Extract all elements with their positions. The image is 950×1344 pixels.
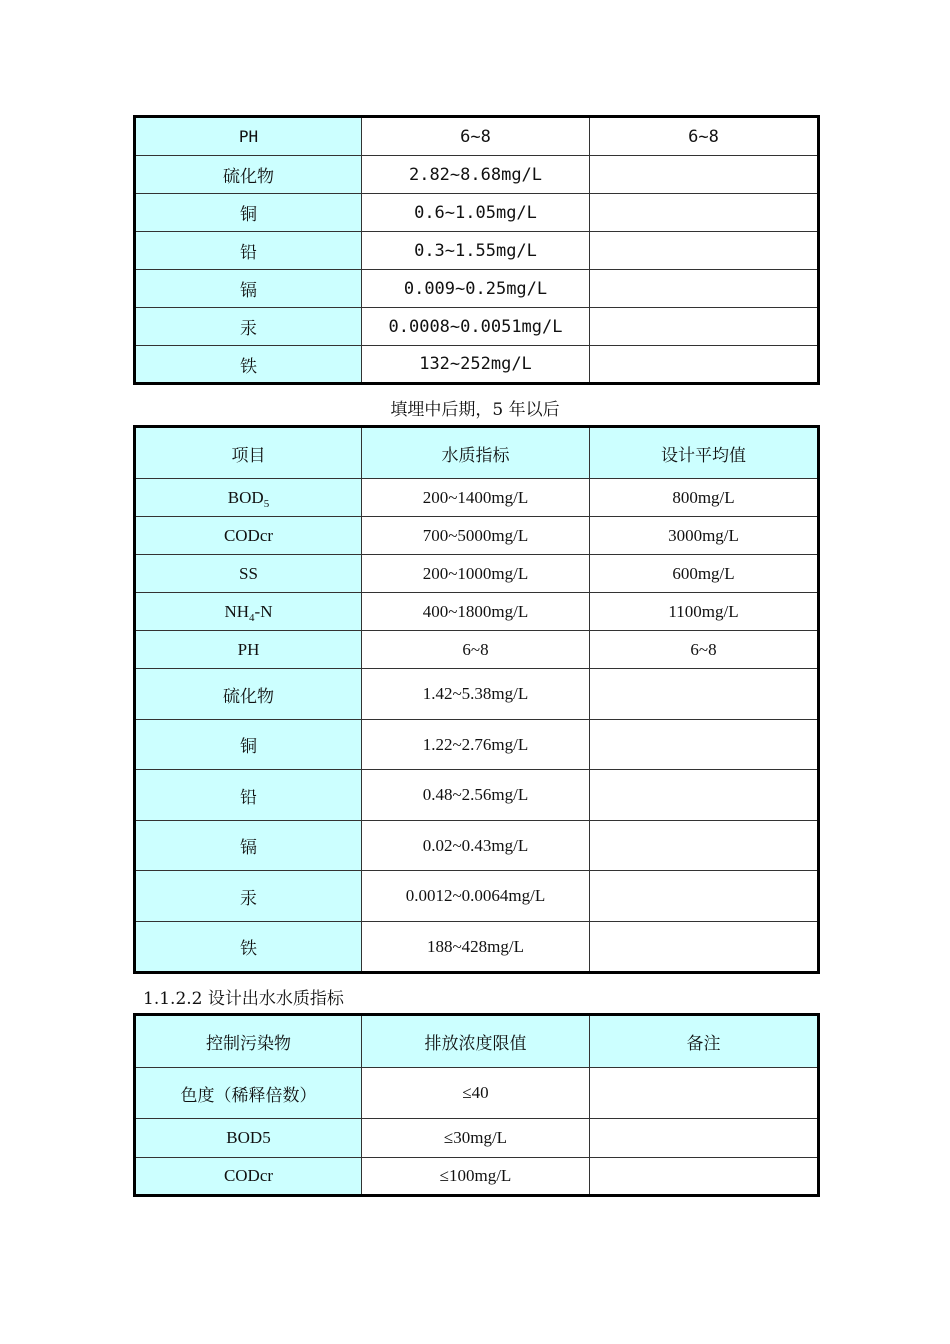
header-pollutant: 控制污染物 — [135, 1015, 362, 1068]
item-cell: PH — [135, 117, 362, 156]
table-influent-late — [133, 425, 820, 974]
header-design-avg: 设计平均值 — [590, 427, 819, 479]
avg-cell: 800mg/L — [590, 479, 819, 517]
avg-cell — [590, 270, 819, 308]
table-row — [135, 479, 819, 517]
bod-label: BOD — [227, 487, 264, 507]
avg-cell: 6~8 — [590, 117, 819, 156]
avg-cell — [590, 922, 819, 973]
value-cell: 132~252mg/L — [362, 346, 590, 384]
bod-subscript: 5 — [263, 497, 270, 510]
table-row — [135, 194, 819, 232]
table-row — [135, 1068, 819, 1119]
table-row — [135, 517, 819, 555]
avg-cell — [590, 871, 819, 922]
value-cell: 0.0012~0.0064mg/L — [362, 871, 590, 922]
item-cell — [135, 479, 362, 517]
value-cell: 188~428mg/L — [362, 922, 590, 973]
item-cell: 色度（稀释倍数） — [135, 1068, 362, 1119]
item-cell: 硫化物 — [135, 669, 362, 720]
table-caption-late-stage: 填埋中后期，5 年以后 — [390, 400, 560, 420]
value-cell: 0.6~1.05mg/L — [362, 194, 590, 232]
item-cell: BOD5 — [135, 1119, 362, 1158]
nh-subscript: 4 — [249, 611, 255, 624]
table-row — [135, 770, 819, 821]
table-row — [135, 1119, 819, 1158]
value-cell: 0.48~2.56mg/L — [362, 770, 590, 821]
item-cell: 铜 — [135, 194, 362, 232]
value-cell: 1.22~2.76mg/L — [362, 720, 590, 770]
table-row — [135, 1158, 819, 1196]
value-cell: 0.0008~0.0051mg/L — [362, 308, 590, 346]
remark-cell — [590, 1068, 819, 1119]
value-cell: 2.82~8.68mg/L — [362, 156, 590, 194]
avg-cell: 600mg/L — [590, 555, 819, 593]
item-cell: 铁 — [135, 346, 362, 384]
table-row — [135, 555, 819, 593]
item-cell: PH — [135, 631, 362, 669]
item-cell: 铁 — [135, 922, 362, 973]
value-cell: 6~8 — [362, 631, 590, 669]
value-cell: 6~8 — [362, 117, 590, 156]
table-row — [135, 821, 819, 871]
avg-cell — [590, 232, 819, 270]
item-cell: 汞 — [135, 308, 362, 346]
value-cell: 200~1000mg/L — [362, 555, 590, 593]
avg-cell: 6~8 — [590, 631, 819, 669]
item-cell: 硫化物 — [135, 156, 362, 194]
avg-cell — [590, 346, 819, 384]
value-cell: 1.42~5.38mg/L — [362, 669, 590, 720]
avg-cell: 1100mg/L — [590, 593, 819, 631]
avg-cell — [590, 821, 819, 871]
item-cell: SS — [135, 555, 362, 593]
value-cell: 0.02~0.43mg/L — [362, 821, 590, 871]
item-cell: 铜 — [135, 720, 362, 770]
table-row — [135, 156, 819, 194]
item-cell: 铅 — [135, 232, 362, 270]
table-row — [135, 232, 819, 270]
table-row — [135, 720, 819, 770]
avg-cell — [590, 720, 819, 770]
table-effluent-limits — [133, 1013, 820, 1197]
item-cell: 镉 — [135, 270, 362, 308]
avg-cell — [590, 156, 819, 194]
header-remark: 备注 — [590, 1015, 819, 1068]
limit-cell: ≤100mg/L — [362, 1158, 590, 1196]
table-row — [135, 346, 819, 384]
table-row — [135, 117, 819, 156]
limit-cell: ≤30mg/L — [362, 1119, 590, 1158]
nh-suffix: -N — [254, 601, 273, 621]
item-cell: CODcr — [135, 517, 362, 555]
table-row — [135, 593, 819, 631]
section-heading-effluent: 1.1.2.2 设计出水水质指标 — [143, 989, 344, 1009]
item-cell: 汞 — [135, 871, 362, 922]
table-row — [135, 669, 819, 720]
item-cell: CODcr — [135, 1158, 362, 1196]
nh-label: NH — [224, 601, 250, 621]
avg-cell — [590, 669, 819, 720]
table-header-row — [135, 1015, 819, 1068]
table-influent-early — [133, 115, 820, 385]
value-cell: 400~1800mg/L — [362, 593, 590, 631]
table-row — [135, 308, 819, 346]
avg-cell: 3000mg/L — [590, 517, 819, 555]
item-cell: 铅 — [135, 770, 362, 821]
header-item: 项目 — [135, 427, 362, 479]
value-cell: 0.009~0.25mg/L — [362, 270, 590, 308]
header-limit: 排放浓度限值 — [362, 1015, 590, 1068]
avg-cell — [590, 308, 819, 346]
item-cell: 镉 — [135, 821, 362, 871]
header-quality: 水质指标 — [362, 427, 590, 479]
value-cell: 200~1400mg/L — [362, 479, 590, 517]
avg-cell — [590, 194, 819, 232]
table-header-row — [135, 427, 819, 479]
avg-cell — [590, 770, 819, 821]
value-cell: 0.3~1.55mg/L — [362, 232, 590, 270]
table-row — [135, 270, 819, 308]
table-row — [135, 871, 819, 922]
remark-cell — [590, 1119, 819, 1158]
value-cell: 700~5000mg/L — [362, 517, 590, 555]
remark-cell — [590, 1158, 819, 1196]
item-cell — [135, 593, 362, 631]
table-row — [135, 922, 819, 973]
table-row — [135, 631, 819, 669]
limit-cell: ≤40 — [362, 1068, 590, 1119]
